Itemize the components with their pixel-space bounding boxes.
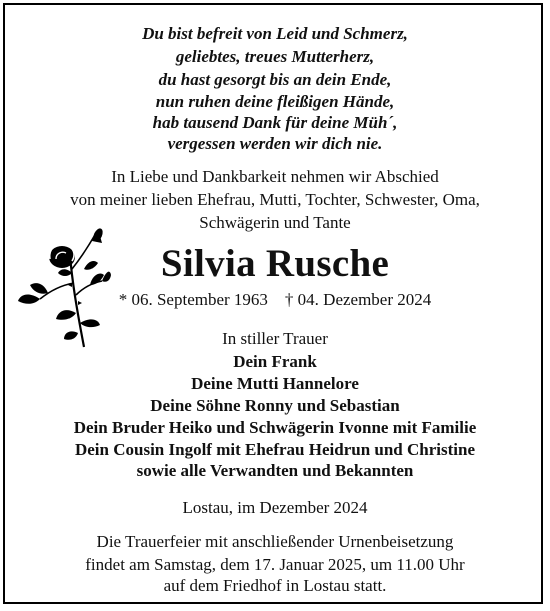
intro-line: von meiner lieben Ehefrau, Mutti, Tochter, Schwester, Oma, bbox=[70, 190, 480, 209]
mourners-intro: In stiller Trauer bbox=[222, 329, 328, 348]
poem-line: Du bist befreit von Leid und Schmerz, bbox=[142, 24, 408, 43]
poem-line: hab tausend Dank für deine Müh´, bbox=[152, 113, 398, 132]
mourner-line: Deine Söhne Ronny und Sebastian bbox=[150, 396, 400, 415]
service-line: auf dem Friedhof in Lostau statt. bbox=[163, 576, 387, 595]
deceased-name: Silvia Rusche bbox=[160, 242, 390, 285]
poem-line: geliebtes, treues Mutterherz, bbox=[175, 47, 375, 66]
life-dates: * 06. September 1963 † 04. Dezember 2024 bbox=[118, 290, 432, 309]
service-line: findet am Samstag, dem 17. Januar 2025, um 11.00 Uhr bbox=[85, 555, 465, 574]
intro-line: In Liebe und Dankbarkeit nehmen wir Abschied bbox=[111, 167, 439, 186]
mourner-line: Dein Cousin Ingolf mit Ehefrau Heidrun und Christine bbox=[74, 440, 476, 459]
service-line: Die Trauerfeier mit anschließender Urnenbeisetzung bbox=[96, 532, 454, 551]
mourner-line: Dein Frank bbox=[233, 352, 317, 371]
mourner-line: sowie alle Verwandten und Bekannten bbox=[136, 461, 414, 480]
place-date: Lostau, im Dezember 2024 bbox=[182, 498, 368, 517]
poem-line: du hast gesorgt bis an dein Ende, bbox=[158, 70, 392, 89]
mourner-line: Deine Mutti Hannelore bbox=[191, 374, 359, 393]
poem-line: nun ruhen deine fleißigen Hände, bbox=[155, 92, 395, 111]
intro-line: Schwägerin und Tante bbox=[199, 213, 351, 232]
mourner-line: Dein Bruder Heiko und Schwägerin Ivonne mit Familie bbox=[73, 418, 477, 437]
poem-line: vergessen werden wir dich nie. bbox=[167, 134, 383, 153]
